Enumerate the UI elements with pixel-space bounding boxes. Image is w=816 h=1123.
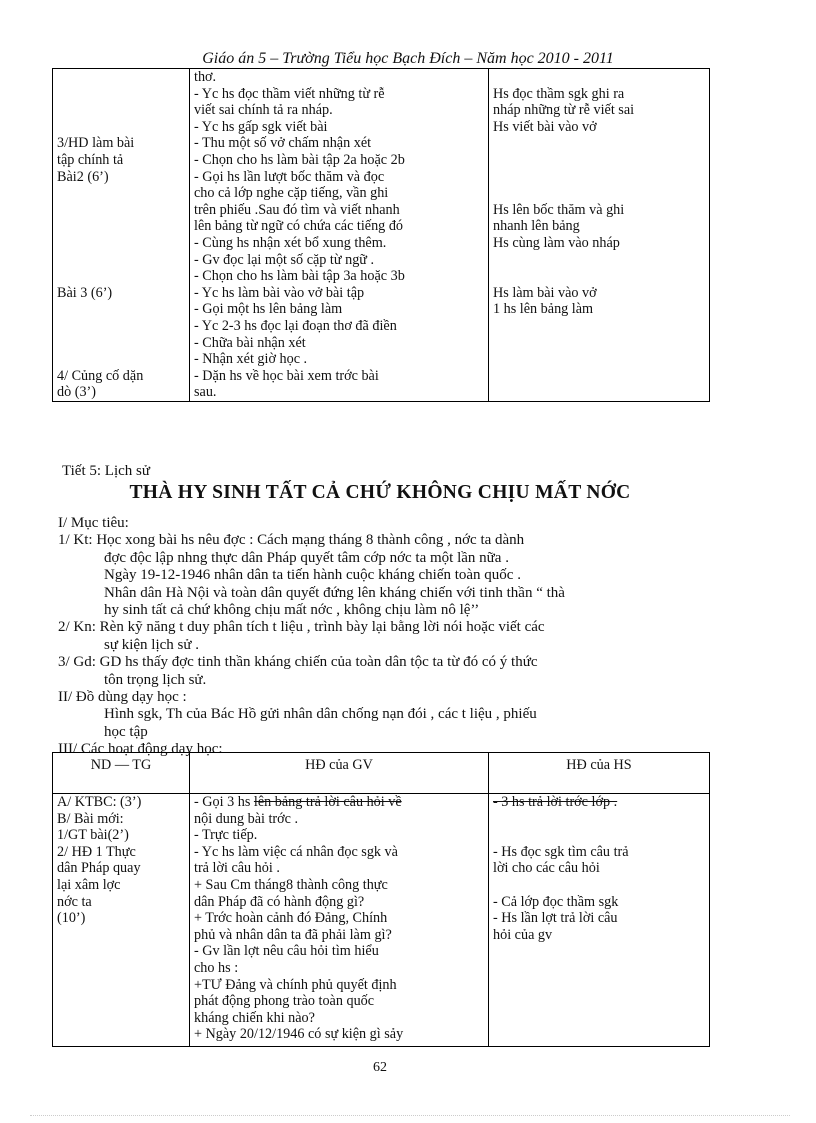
cell-line <box>57 185 185 202</box>
cell-line <box>493 169 705 186</box>
cell-line: + Ngày 20/12/1946 có sự kiện gì sảy <box>194 1026 404 1043</box>
cell-line: Bài2 (6’) <box>57 168 109 185</box>
column-content <box>53 794 190 1047</box>
cell-line <box>57 335 185 352</box>
cell-line: cho hs : <box>194 959 239 976</box>
cell-line: tập chính tả <box>57 151 124 168</box>
text-line: Ngày 19-12-1946 nhân dân ta tiến hành cuộc kháng chiến toàn quốc . <box>104 567 521 584</box>
cell-line: lời cho các câu hỏi <box>493 860 600 877</box>
cell-line: nháp những từ rễ viết sai <box>493 102 635 119</box>
cell-line: nớc ta <box>57 893 92 910</box>
cell-line: - Chọn cho hs làm bài tập 3a hoặc 3b <box>194 268 405 285</box>
cell-line: - Yc hs làm việc cá nhân đọc sgk và <box>194 843 398 860</box>
header-hs: HĐ của HS <box>489 753 710 794</box>
cell-line: B/ Bài mới: <box>57 810 124 827</box>
cell-line: - Yc 2-3 hs đọc lại đoạn thơ đã điền <box>194 317 397 334</box>
text-line: Hình sgk, Th của Bác Hồ gửi nhân dân chống nạn đói , các t liệu , phiếu <box>104 706 537 723</box>
cell-line: - Hs lần lợt trả lời câu <box>493 910 618 927</box>
cell-line <box>57 69 185 86</box>
cell-line: A/ KTBC: (3’) <box>57 794 142 810</box>
cell-line: 1/GT bài(2’) <box>57 827 129 844</box>
cell-line: - Gọi 3 hs lên bảng trả lời câu hỏi về <box>194 794 402 810</box>
cell-line: - Thu một số vở chấm nhận xét <box>194 135 372 152</box>
cell-line: hỏi của gv <box>493 926 553 943</box>
cell-line: - Gọi một hs lên bảng làm <box>194 301 343 318</box>
cell-line: 3/HD làm bài <box>57 135 135 152</box>
lesson-title: THÀ HY SINH TẤT CẢ CHỨ KHÔNG CHỊU MẤT NỚC <box>129 482 631 503</box>
footer-divider <box>30 1115 790 1116</box>
cell-line <box>493 384 705 401</box>
cell-line <box>57 301 185 318</box>
cell-line: cho cả lớp nghe cặp tiếng, vần ghi <box>194 185 389 202</box>
cell-line <box>493 252 705 269</box>
cell-line: dân Pháp quay <box>57 860 141 877</box>
text-line: I/ Mục tiêu: <box>58 515 129 531</box>
text-line: hy sinh tất cả chứ không chịu mất nớc , không chịu làm nô lệ’’ <box>104 601 480 618</box>
column-teacher <box>190 794 489 1047</box>
lesson-objectives <box>58 515 738 758</box>
text-line: sự kiện lịch sử . <box>104 636 200 653</box>
cell-line <box>493 185 705 202</box>
text-line: II/ Đồ dùng dạy học : <box>58 688 187 705</box>
activity-table-bottom <box>52 752 710 1047</box>
activity-table-top <box>52 69 710 402</box>
text-line: Nhân dân Hà Nội và toàn dân quyết đứng lên kháng chiến với tinh thần “ thà <box>104 584 565 601</box>
cell-line <box>493 877 705 894</box>
text-line: đợc độc lập nhng thực dân Pháp quyết tâm cớp nớc ta một lần nữa . <box>104 549 509 566</box>
text-line: tôn trọng lịch sử. <box>104 671 207 688</box>
cell-line: lên bảng từ ngữ có chứa các tiếng đó <box>194 218 404 235</box>
cell-line: - Yc hs làm bài vào vở bài tập <box>194 284 365 301</box>
lesson-label: Tiết 5: Lịch sử <box>62 463 151 479</box>
cell-line: - Gọi hs lần lượt bốc thăm và đọc <box>194 168 385 185</box>
cell-line <box>493 69 705 86</box>
cell-line <box>57 119 185 136</box>
cell-line: +TƯ Đảng và chính phủ quyết định <box>194 976 397 993</box>
text-line: 3/ Gd: GD hs thấy đợc tinh thần kháng chiến của toàn dân tộc ta từ đó có ý thức <box>58 654 538 671</box>
cell-line: - Hs đọc sgk tìm câu trả <box>493 843 629 860</box>
cell-line: - Chữa bài nhận xét <box>194 334 306 351</box>
cell-line: nội dung bài trớc . <box>194 810 299 827</box>
cell-line: dân Pháp đã có hành động gì? <box>194 893 365 910</box>
cell-line: - 3 hs trả lời trớc lớp . <box>493 794 618 810</box>
header-nd-tg: ND — TG <box>53 753 190 794</box>
cell-line: 4/ Củng cố dặn <box>57 367 144 384</box>
cell-line: 1 hs lên bảng làm <box>493 301 594 318</box>
cell-line: Hs làm bài vào vở <box>493 284 597 301</box>
cell-line: sau. <box>194 384 217 401</box>
cell-line <box>493 351 705 368</box>
cell-line <box>57 86 185 103</box>
column-student <box>489 69 710 401</box>
column-teacher <box>190 69 489 401</box>
cell-line: 2/ HĐ 1 Thực <box>57 843 136 860</box>
cell-line: (10’) <box>57 910 86 927</box>
cell-line: Hs lên bốc thăm và ghi <box>493 201 625 218</box>
cell-line <box>493 827 705 844</box>
cell-line <box>493 135 705 152</box>
cell-line <box>493 268 705 285</box>
cell-line <box>493 318 705 335</box>
column-student <box>489 794 710 1047</box>
cell-line: - Cùng hs nhận xét bổ xung thêm. <box>194 234 387 251</box>
cell-line: phát động phong trào toàn quốc <box>194 993 375 1010</box>
cell-line <box>57 252 185 269</box>
cell-line: Bài 3 (6’) <box>57 284 113 301</box>
text-line: 2/ Kn: Rèn kỹ năng t duy phân tích t liệu , trình bày lại bằng lời nói hoặc viết các <box>58 619 545 636</box>
cell-line <box>57 102 185 119</box>
cell-line: phủ và nhân dân ta đã phải làm gì? <box>194 926 392 943</box>
cell-line <box>493 152 705 169</box>
cell-line <box>57 351 185 368</box>
page-header: Giáo án 5 – Trường Tiểu học Bạch Đích – Năm học 2010 - 2011 <box>202 50 614 67</box>
cell-line: - Yc hs đọc thầm viết những từ rễ <box>194 85 385 102</box>
cell-line: + Sau Cm tháng8 thành công thực <box>194 876 388 893</box>
cell-line: trên phiếu .Sau đó tìm và viết nhanh <box>194 201 400 218</box>
cell-line: - Cả lớp đọc thầm sgk <box>493 893 619 910</box>
cell-line <box>493 811 705 828</box>
cell-line: - Gv đọc lại một số cặp từ ngữ . <box>194 251 375 268</box>
page-number: 62 <box>373 1060 387 1075</box>
cell-line: - Gv lần lợt nêu câu hỏi tìm hiểu <box>194 943 379 960</box>
cell-line: nhanh lên bảng <box>493 218 580 235</box>
cell-line <box>57 202 185 219</box>
cell-line: - Trực tiếp. <box>194 827 258 844</box>
header-gv: HĐ của GV <box>190 753 489 794</box>
cell-line: trả lời câu hỏi . <box>194 860 280 877</box>
cell-line: - Chọn cho hs làm bài tập 2a hoặc 2b <box>194 151 405 168</box>
cell-line <box>57 235 185 252</box>
cell-line: - Yc hs gấp sgk viết bài <box>194 118 328 135</box>
cell-line <box>57 218 185 235</box>
cell-line: Hs đọc thầm sgk ghi ra <box>493 85 625 102</box>
cell-line: kháng chiến khi nào? <box>194 1009 315 1026</box>
cell-line: + Trớc hoàn cảnh đó Đảng, Chính <box>194 910 388 927</box>
cell-line: viết sai chính tả ra nháp. <box>194 102 333 119</box>
cell-line: Hs cùng làm vào nháp <box>493 234 620 251</box>
text-line: học tập <box>104 723 148 740</box>
cell-line <box>493 335 705 352</box>
cell-line <box>57 318 185 335</box>
cell-line: Hs viết bài vào vở <box>493 118 597 135</box>
text-line: 1/ Kt: Học xong bài hs nêu đợc : Cách mạng tháng 8 thành công , nớc ta dành <box>58 532 525 549</box>
column-content <box>53 69 190 401</box>
cell-line: - Nhận xét giờ học . <box>194 351 308 368</box>
cell-line: dò (3’) <box>57 384 97 401</box>
cell-line: - Dặn hs về học bài xem trớc bài <box>194 367 379 384</box>
cell-line: lại xâm lợc <box>57 876 121 893</box>
cell-line <box>493 368 705 385</box>
cell-line: thơ. <box>194 69 217 85</box>
cell-line <box>57 268 185 285</box>
text-line: III/ Các hoạt động dạy học: <box>58 741 223 758</box>
